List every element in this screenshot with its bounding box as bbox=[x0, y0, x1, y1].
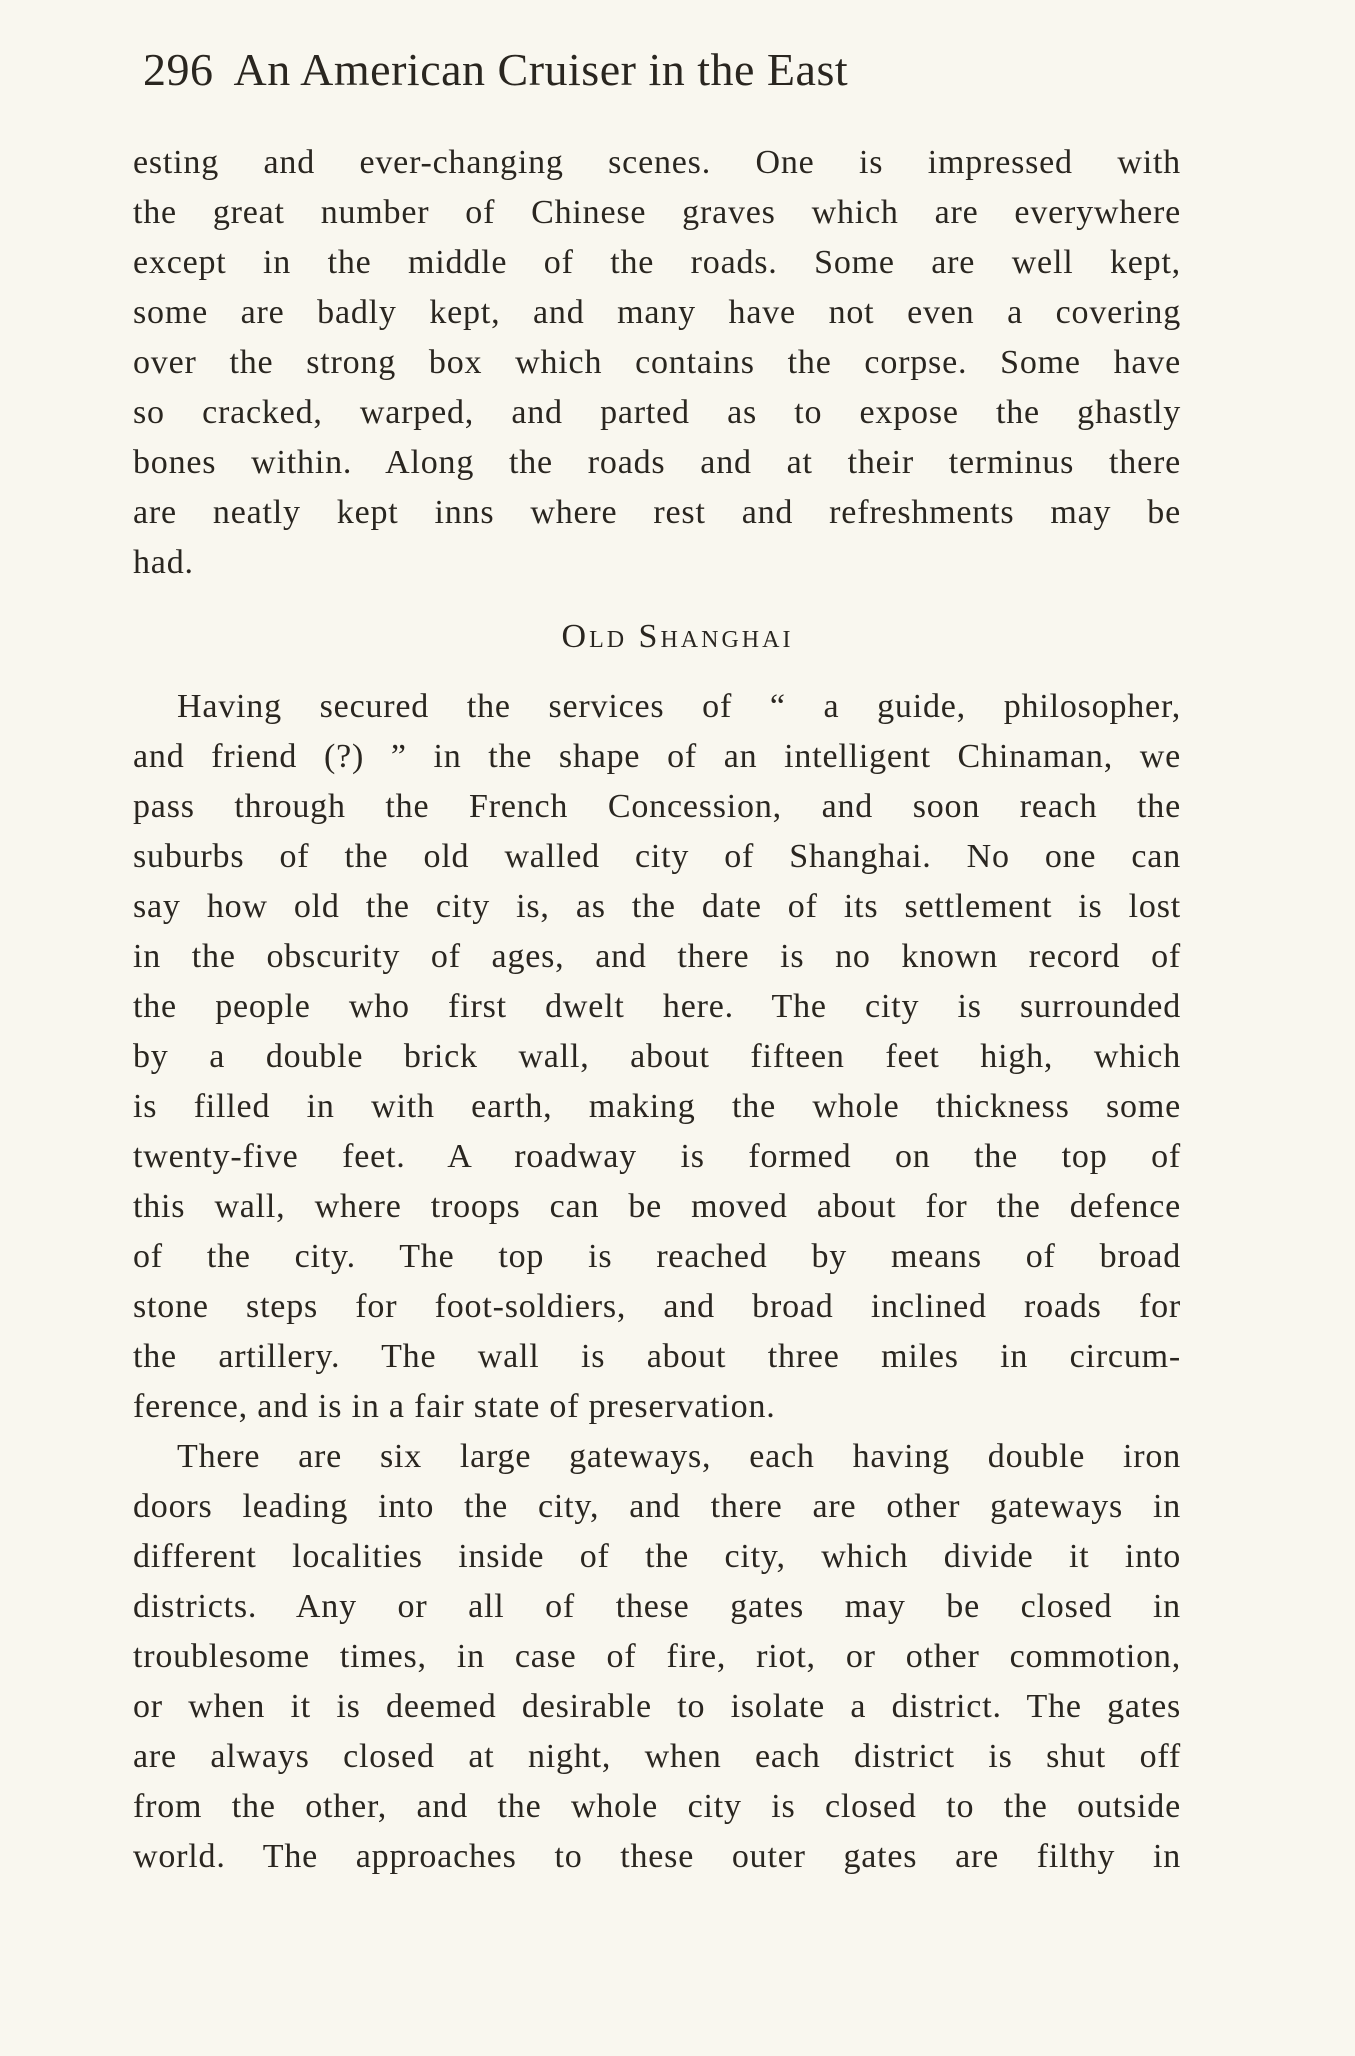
text-line: say how old the city is, as the date of its settlement is lost bbox=[133, 888, 1181, 925]
text-line: had. bbox=[133, 544, 194, 581]
text-line: districts. Any or all of these gates may be closed in bbox=[133, 1588, 1181, 1625]
text-line: suburbs of the old walled city of Shanghai. No one can bbox=[133, 838, 1181, 875]
text-line: from the other, and the whole city is closed to the outside bbox=[133, 1788, 1181, 1825]
text-line: by a double brick wall, about fifteen feet high, which bbox=[133, 1038, 1181, 1075]
text-line: the people who first dwelt here. The city is surrounded bbox=[133, 988, 1181, 1025]
text-line: Having secured the services of “ a guide, philosopher, bbox=[177, 688, 1181, 725]
paragraph-walled-city bbox=[133, 682, 1181, 1432]
text-line: troublesome times, in case of fire, riot, or other commotion, bbox=[133, 1638, 1181, 1675]
text-line: some are badly kept, and many have not even a covering bbox=[133, 294, 1181, 331]
text-line: different localities inside of the city, which divide it into bbox=[133, 1538, 1181, 1575]
text-line: stone steps for foot-soldiers, and broad inclined roads for bbox=[133, 1288, 1181, 1325]
text-line: world. The approaches to these outer gates are filthy in bbox=[133, 1838, 1181, 1875]
text-line: are always closed at night, when each district is shut off bbox=[133, 1738, 1181, 1775]
text-line: twenty-five feet. A roadway is formed on the top of bbox=[133, 1138, 1181, 1175]
running-head bbox=[143, 40, 848, 100]
text-line: is filled in with earth, making the whole thickness some bbox=[133, 1088, 1181, 1125]
text-line: pass through the French Concession, and soon reach the bbox=[133, 788, 1181, 825]
paragraph-gateways bbox=[133, 1432, 1181, 1882]
paragraph-graves bbox=[133, 138, 1181, 588]
text-line: ference, and is in a fair state of preservation. bbox=[133, 1388, 776, 1425]
text-line: or when it is deemed desirable to isolate a district. The gates bbox=[133, 1688, 1181, 1725]
text-line: of the city. The top is reached by means of broad bbox=[133, 1238, 1181, 1275]
text-line: over the strong box which contains the corpse. Some have bbox=[133, 344, 1181, 381]
page-number: 296 bbox=[143, 44, 214, 95]
text-line: doors leading into the city, and there are other gateways in bbox=[133, 1488, 1181, 1525]
text-line: this wall, where troops can be moved about for the defence bbox=[133, 1188, 1181, 1225]
text-line: the artillery. The wall is about three miles in circum- bbox=[133, 1338, 1181, 1375]
text-line: so cracked, warped, and parted as to expose the ghastly bbox=[133, 394, 1181, 431]
text-line: the great number of Chinese graves which are everywhere bbox=[133, 194, 1181, 231]
text-line: esting and ever-changing scenes. One is impressed with bbox=[133, 144, 1181, 181]
text-line: There are six large gateways, each having double iron bbox=[177, 1438, 1181, 1475]
text-line: in the obscurity of ages, and there is no known record of bbox=[133, 938, 1181, 975]
section-heading: Old Shanghai bbox=[561, 618, 794, 655]
text-line: bones within. Along the roads and at their terminus there bbox=[133, 444, 1181, 481]
text-line: and friend (?) ” in the shape of an intelligent Chinaman, we bbox=[133, 738, 1181, 775]
running-title: An American Cruiser in the East bbox=[233, 44, 849, 95]
text-line: except in the middle of the roads. Some are well kept, bbox=[133, 244, 1181, 281]
text-line: are neatly kept inns where rest and refreshments may be bbox=[133, 494, 1181, 531]
